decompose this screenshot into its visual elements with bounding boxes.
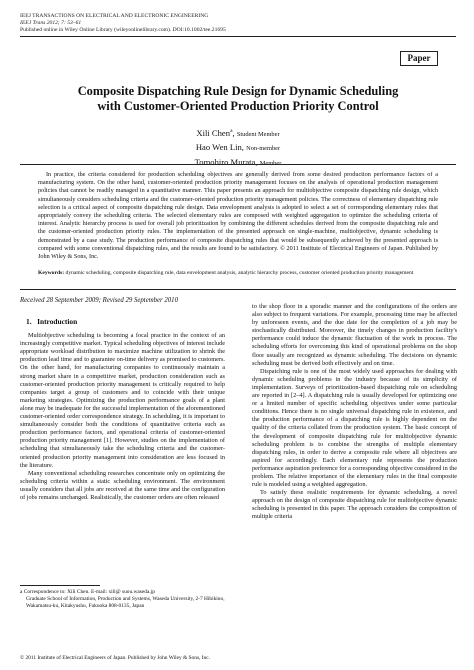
author-name: Hao Wen Lin (195, 142, 242, 153)
keywords-text: dynamic scheduling, composite dispatching rule, data envelopment analysis, analytic hierarchy process, customer oriented production priority management (65, 270, 414, 276)
footnote: a Correspondence to: Xili Chen. E-mail: xili@ suou.waseda.jp (20, 589, 155, 595)
keywords-label: Keywords: (38, 270, 65, 276)
title-line-2: with Customer-Oriented Production Priority Control (97, 99, 379, 113)
author-mark: a (230, 128, 233, 134)
right-column (252, 303, 457, 522)
author: Xili Chen$^a$, Student Member (196, 127, 280, 138)
header-rule (20, 36, 456, 37)
citation-line: IEEJ Trans 2012; 7: 53–61 (20, 20, 82, 26)
paragraph: Dispatching rule is one of the most widely used approaches for dealing with dynamic scheduling problems in the industry because of its simplicity of implementation. Surveys of prioritization-based dispatching rule on scheduling are reported in [2–4]. A dispatching rule is usually developed for optimizing one or a limited number of specific scheduling objectives under some particular conditions. Hence there is no single universal dispatching rule in existence, and the production performance of a dispatching rule is highly dependent on the quality of the criteria collated from the production system. The basic concept of the development of composite dispatching rule for multiobjective dynamic scheduling problem is to combine the strengths of multiple elementary dispatching rules, in order to derive a composite rule where all objectives are aspired for accordingly. Each elementary rule represents the production performance aspiration preference for a corresponding objective considered in the problem. The relative importance of the elementary rules in the final composite rule is modeled using a weighted aggregation. (252, 367, 457, 489)
title-line-1: Composite Dispatching Rule Design for Dynamic Scheduling (77, 84, 399, 98)
received-dates: Received 28 September 2009; Revised 29 September 2010 (20, 297, 178, 304)
paragraph: Multiobjective scheduling is becoming a focal practice in the context of an increasingly competitive market. Typical scheduling objectives of interest include appropriate workload distribution to maximize machine utilization to shrink the production lead time and to guarantee on-time delivery as promised to customers. On the other hand, for manufacturing companies to continuously maintain a strong market share in a competitive market, production consideration such as customer-oriented production priority management is critically required to help companies target a group of customers and to coincide with their unique marketing strategies. Optimizing the production performance goals of a plant alone may be inadequate for the successful implementation of the aforementioned customer-oriented order correspondence strategy. In scheduling, it is important to simultaneously consider both the conditions of quantitative criteria such as production performance factors, and operational criteria of customer-oriented production priority management [1]. However, studies on the implementation of scheduling that simultaneously take the scheduling criteria and the customer-oriented production priority management into consideration are less focused in the literature. (20, 332, 225, 469)
journal-name: IEEJ TRANSACTIONS ON ELECTRICAL AND ELECTRONIC ENGINEERING (20, 13, 209, 19)
author-name: Tomohiro Murata (194, 156, 256, 167)
footnote: Graduate School of Information, Production and Systems, Waseda University, 2-7 Hibikino, Wakamatsu-ku, Kitakyushu, Fukuoka 808-0135, Japan (26, 596, 225, 609)
published-line: Published online in Wiley Online Library (wileyonlinelibrary.com). DOI:10.1002/tee.21695 (20, 27, 226, 33)
left-column (20, 318, 225, 502)
paper-title (20, 84, 456, 114)
author-role: Student Member (236, 130, 280, 138)
paragraph: To satisfy these realistic requirements for dynamic scheduling, a novel approach on the design of composite dispatching rule for multiobjective dynamic scheduling is presented in this paper. The approach considers the composition of multiple criteria (252, 489, 457, 521)
author: Hao Wen Lin, Non-member (195, 142, 281, 153)
author-role: Non-member (246, 145, 281, 153)
section-heading: 1. Introduction (26, 317, 78, 326)
abstract-top-rule (20, 164, 456, 165)
author-role: Member (259, 159, 282, 167)
paragraph: Many conventional scheduling researches concentrate only on optimizing the scheduling criteria within a static scheduling environment. The environment usually considers that all jobs are received at the same time and the configuration of jobs remains unchanged. Realistically, the customer orders are often released (20, 469, 225, 501)
keywords (38, 270, 438, 277)
abstract: In practice, the criteria considered for production scheduling objectives are generally derived from some desired production performance factors of a manufacturing system. On the other hand, customer-oriented production priority management focuses on the analysis of operational production management policies that cannot be readily managed in a quantitative manner. This paper presents an approach for multiobjective composite dispatching rule design, which simultaneously considers scheduling criteria and the customer-oriented production priority management policies. The correctness of elementary dispatching rule selection is a critical aspect of composite dispatching rule design. Data envelopment analysis is adopted to select a set of corresponding elementary rules that appropriately convey the scheduling criteria. The selected elementary rules are composed with weighted aggregation to optimize the scheduling criteria of interest. Analytic hierarchy process is used for overall job prioritization by combining the different schedules derived from the composite dispatching rule and the customer-oriented production priority rules. The implementation of the presented approach on single-machine, multiobjective, dynamic scheduling is demonstrated by a case study. The production performance of composite dispatching rules that would be subsequently achieved by the presented approach is compared with some conventional dispatching rules, and the results are found to be satisfactory. © 2011 Institute of Electrical Engineers of Japan. Published by John Wiley & Sons, Inc. (38, 171, 438, 261)
author-name: Xili Chen (196, 127, 231, 138)
paragraph: to the shop floor in a sporadic manner and the configurations of the orders are also subject to frequent variations. For example, processing time may be affected by unforeseen events, and the due date for the completion of a job may be stochastically distributed. Moreover, the timely changes in production facility's performance could induce the dynamic fluctuation of the work in process. The scheduling efforts for overcoming this kind of operational problems on the shop floor usually are recognized as dynamic scheduling. The decisions on dynamic scheduling must be derived both effectively and on time. (252, 303, 457, 367)
footnotes (20, 589, 225, 610)
copyright-footer: © 2011 Institute of Electrical Engineers of Japan. Published by John Wiley & Sons, Inc. (20, 655, 210, 661)
paper-badge: Paper (400, 51, 438, 66)
author: Tomohiro Murata, Member (194, 156, 282, 167)
footnote-rule (20, 585, 100, 586)
abstract-bottom-rule (20, 289, 456, 290)
